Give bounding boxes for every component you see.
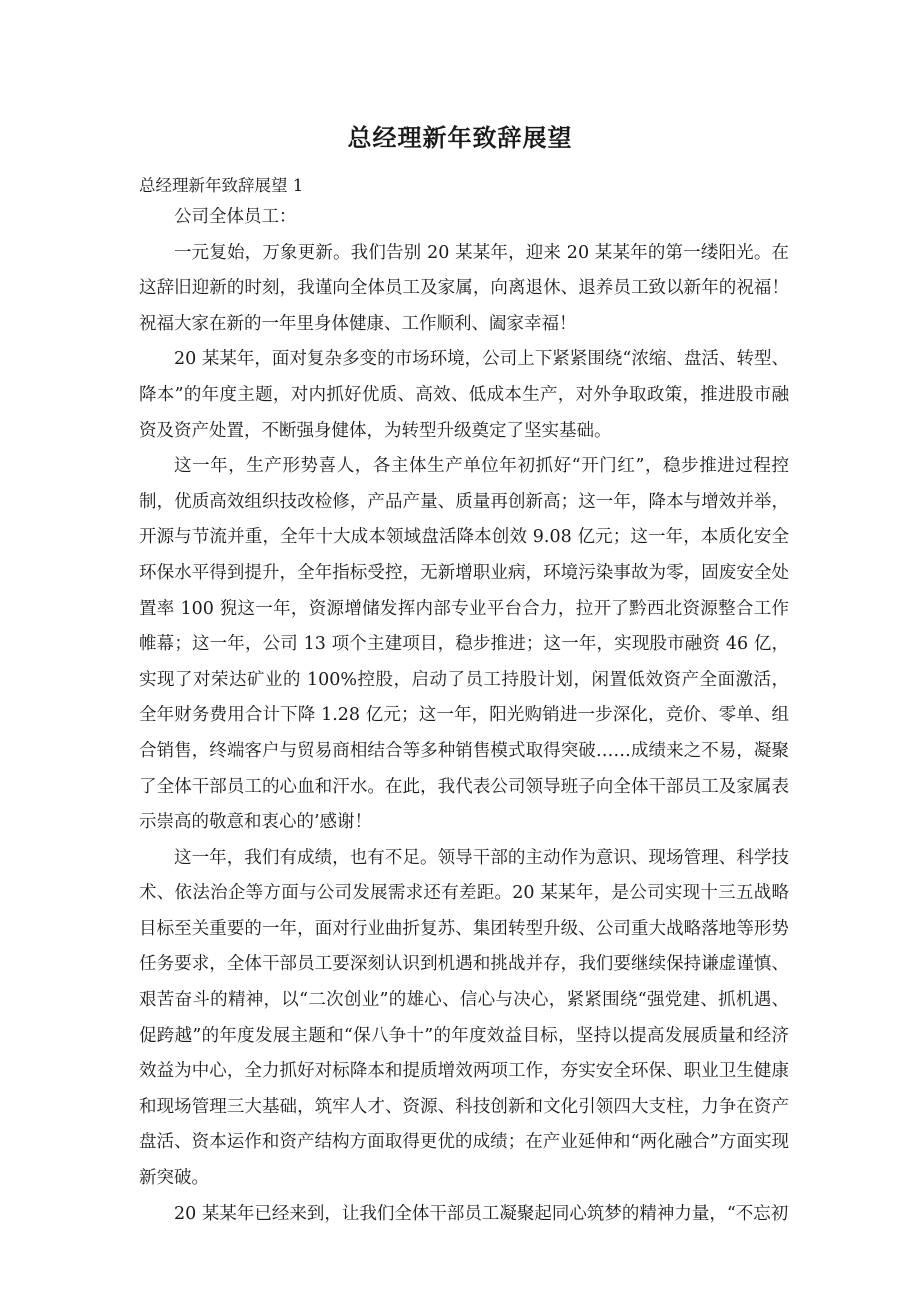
- paragraph: 这一年，我们有成绩，也有不足。领导干部的主动作为意识、现场管理、科学技术、依法治企等方面与公司发展需求还有差距。20 某某年，是公司实现十三五战略目标至关重要的一年，面对行业曲折复苏、集团转型升级、公司重大战略落地等形势任务要求，全体干部员工要深刻认识到机遇和挑战并存，我们要继续保持谦虚谨慎、艰苦奋斗的精神，以“二次创业”的雄心、信心与决心，紧紧围绕“强党建、抓机遇、促跨越”的年度发展主题和“保八争十”的年度效益目标，坚持以提高发展质量和经济效益为中心，全力抓好对标降本和提质增效两项工作，夯实安全环保、职业卫生健康和现场管理三大基础，筑牢人才、资源、科技创新和文化引领四大支柱，力争在资产盘活、资本运作和资产结构方面取得更优的成绩；在产业延伸和“两化融合”方面实现新突破。: [139, 847, 789, 1189]
- paragraph: 一元复始，万象更新。我们告别 20 某某年，迎来 20 某某年的第一缕阳光。在这辞旧迎新的时刻，我谨向全体员工及家属，向离退休、退养员工致以新年的祝福！祝福大家在新的一年里身体健康、工作顺利、阖家幸福！: [139, 242, 789, 334]
- paragraph: 20 某某年，面对复杂多变的市场环境，公司上下紧紧围绕“浓缩、盘活、转型、降本”的年度主题，对内抓好优质、高效、低成本生产，对外争取政策，推进股市融资及资产处置，不断强身健体，为转型升级奠定了坚实基础。: [139, 349, 789, 441]
- document-title: 总经理新年致辞展望: [347, 124, 573, 152]
- paragraph: 这一年，生产形势喜人，各主体生产单位年初抓好“开门红”，稳步推进过程控制，优质高效组织技改检修，产品产量、质量再创新高；这一年，降本与增效并举，开源与节流并重，全年十大成本领域盘活降本创效 9.08 亿元；这一年，本质化安全环保水平得到提升，全年指标受控，无新增职业病，环境污染事故为零，固废安全处置率 100 猊这一年，资源增储发挥内部专业平台合力，拉开了黔西北资源整合工作帷幕；这一年，公司 13 项个主建项目，稳步推进；这一年，实现股市融资 46 亿，实现了对荣达矿业的 100%控股，启动了员工持股计划，闲置低效资产全面激活，全年财务费用合计下降 1.28 亿元；这一年，阳光购销进一步深化，竞价、零单、组合销售，终端客户与贸易商相结合等多种销售模式取得突破……成绩来之不易，凝聚了全体干部员工的心血和汗水。在此，我代表公司领导班子向全体干部员工及家属表示崇高的敬意和衷心的’感谢！: [139, 456, 789, 833]
- salutation: 公司全体员工：: [174, 207, 297, 227]
- document-body: [139, 200, 789, 1232]
- document-subtitle: 总经理新年致辞展望 1: [139, 176, 304, 195]
- paragraph: 20 某某年已经来到，让我们全体干部员工凝聚起同心筑梦的精神力量，“不忘初: [174, 1203, 789, 1224]
